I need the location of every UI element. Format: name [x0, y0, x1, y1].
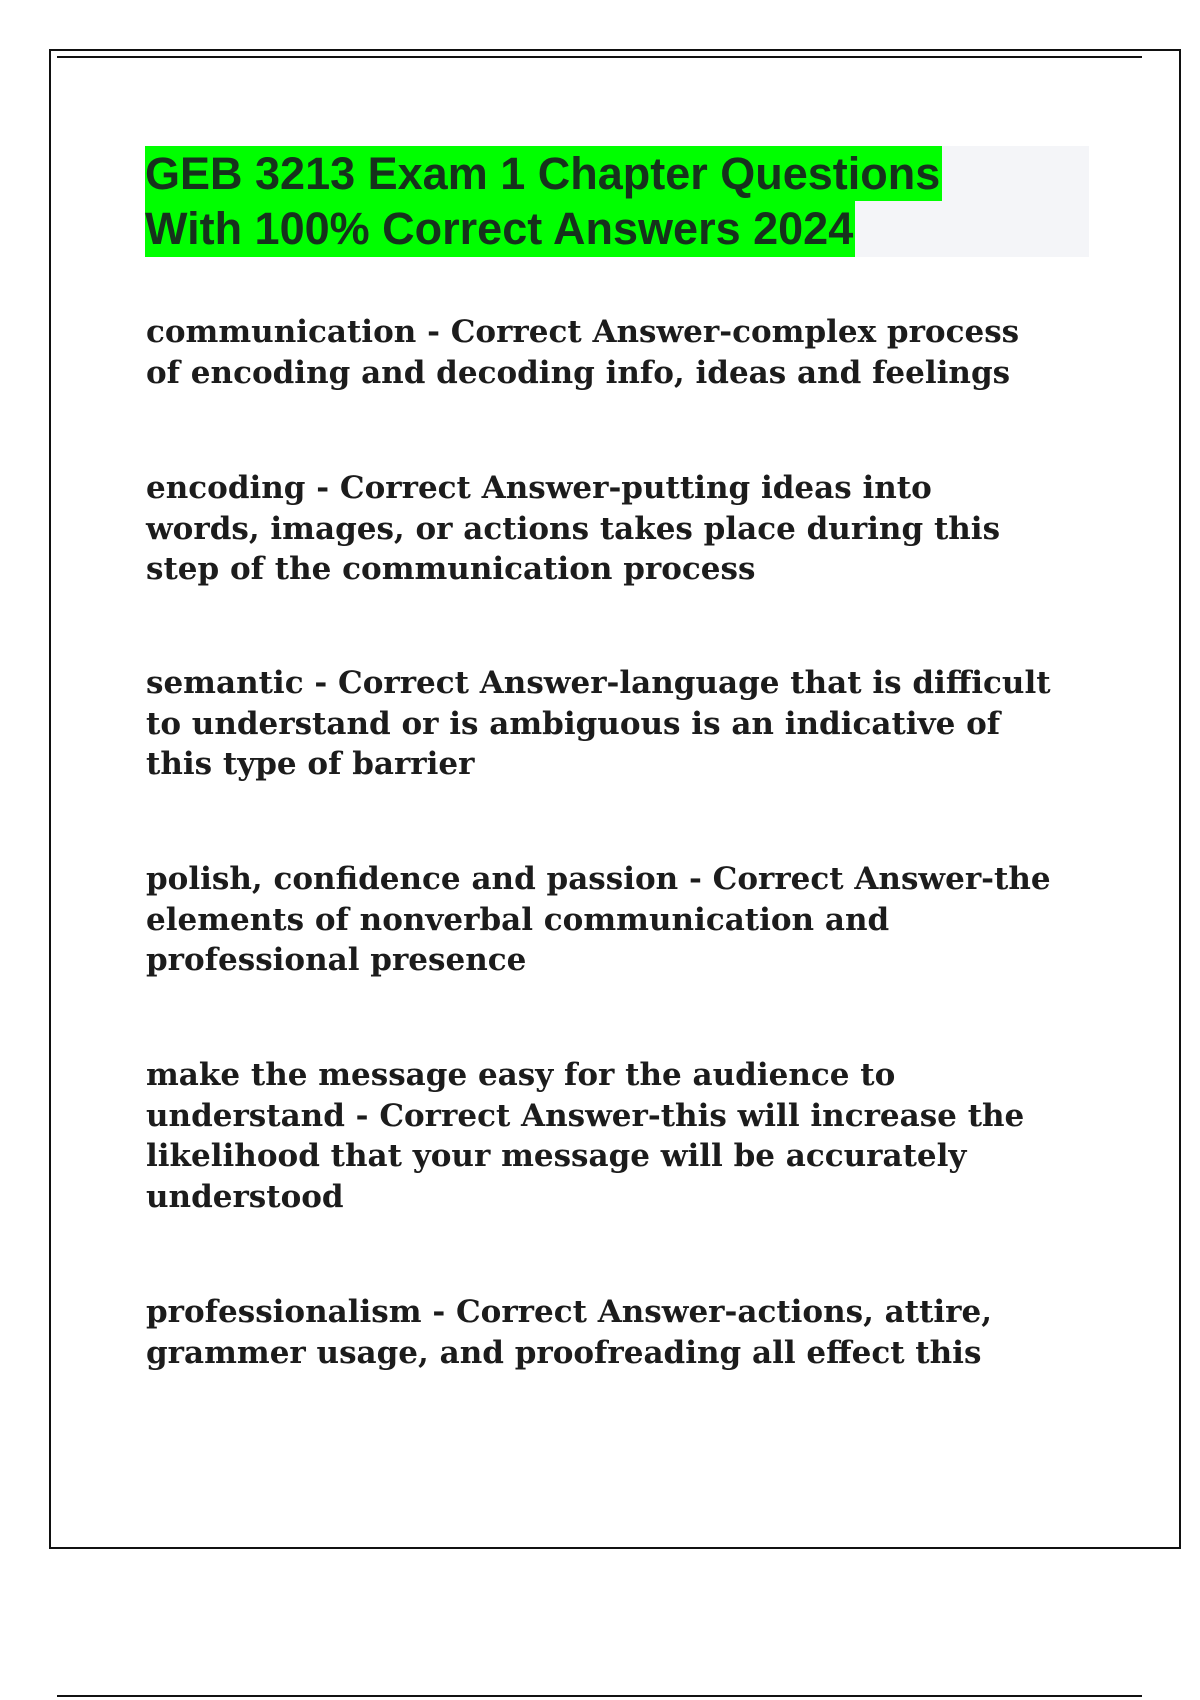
qa-item-message — [146, 1055, 1096, 1217]
qa-item-communication — [146, 312, 1096, 393]
qa-item-polish — [146, 859, 1096, 981]
qa-line: words, images, or actions takes place during this — [146, 510, 1001, 547]
qa-line: semantic - Correct Answer-language that is difficult — [146, 665, 1051, 701]
qa-line: elements of nonverbal communication and — [146, 901, 890, 938]
qa-line: communication - Correct Answer-complex process — [146, 314, 1020, 350]
qa-line: encoding - Correct Answer-putting ideas into — [146, 470, 932, 506]
qa-item-encoding — [146, 468, 1096, 590]
qa-line: this type of barrier — [146, 746, 475, 782]
qa-line: grammer usage, and proofreading all effect this — [146, 1334, 982, 1371]
qa-item-professionalism — [146, 1292, 1096, 1373]
bottom-rule — [57, 1695, 1142, 1697]
qa-item-semantic — [146, 663, 1096, 785]
qa-line: polish, confidence and passion - Correct Answer-the — [146, 861, 1051, 897]
qa-line: to understand or is ambiguous is an indicative of — [146, 705, 1001, 742]
qa-line: understand - Correct Answer-this will increase the — [146, 1097, 1025, 1134]
qa-line: understood — [146, 1178, 344, 1215]
qa-line: likelihood that your message will be accurately — [146, 1138, 967, 1174]
title-line-1: GEB 3213 Exam 1 Chapter Questions — [145, 148, 941, 199]
qa-line: professional presence — [146, 942, 527, 978]
qa-line: step of the communication process — [146, 551, 756, 587]
title-line-2: With 100% Correct Answers 2024 — [145, 201, 855, 257]
qa-line: make the message easy for the audience to — [146, 1057, 896, 1093]
title-block — [145, 146, 1089, 257]
qa-line: of encoding and decoding info, ideas and feelings — [146, 354, 1011, 391]
qa-line: professionalism - Correct Answer-actions, attire, — [146, 1294, 993, 1330]
